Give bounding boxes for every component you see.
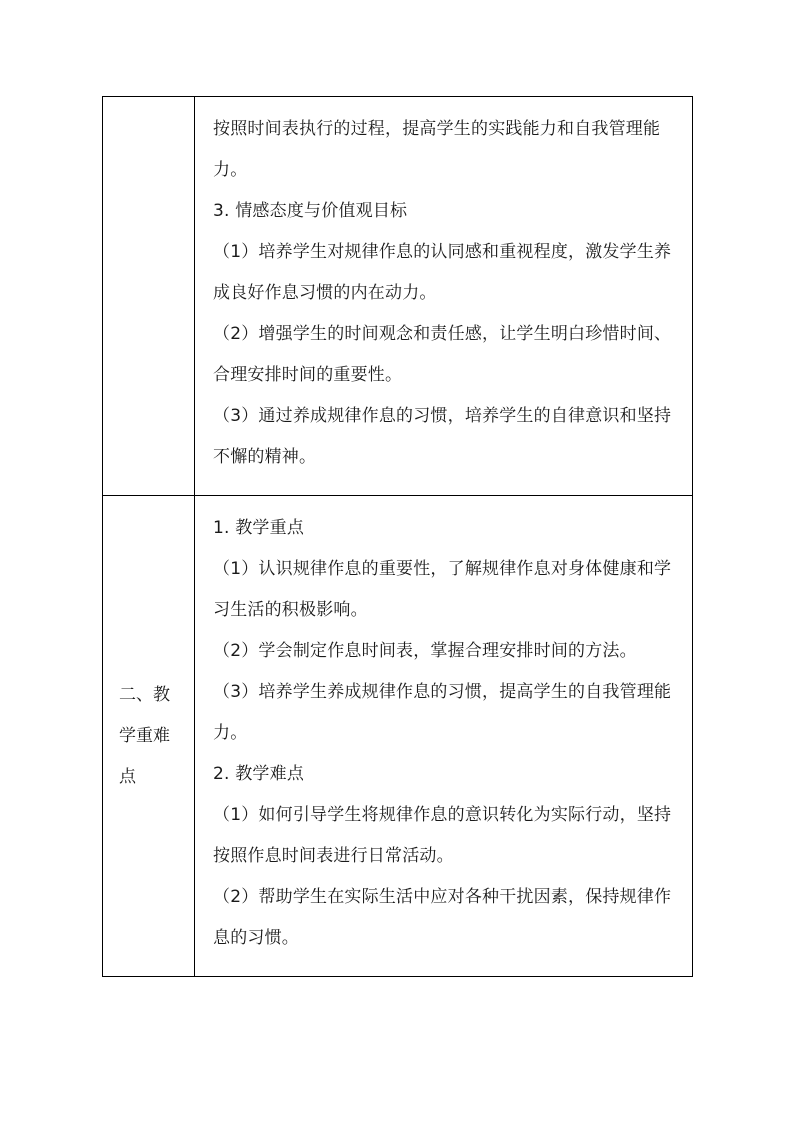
- row1-paragraph: 按照时间表执行的过程，提高学生的实践能力和自我管理能力。: [213, 119, 661, 180]
- row2-paragraph: 1. 教学重点: [213, 518, 305, 538]
- row2-paragraph: （3）培养学生养成规律作息的习惯，提高学生的自我管理能力。: [213, 682, 672, 743]
- row1-paragraph: 3. 情感态度与价值观目标: [213, 201, 408, 221]
- lesson-plan-table: [102, 96, 693, 977]
- row2-paragraph: （2）学会制定作息时间表，掌握合理安排时间的方法。: [213, 641, 637, 661]
- section-title: 二、教学重难点: [119, 684, 170, 787]
- row1-content-cell: [195, 97, 693, 496]
- row2-content-cell: [195, 496, 693, 977]
- row2-label-cell: [103, 496, 195, 977]
- row1-label-cell: [103, 97, 195, 496]
- row1-paragraph: （1）培养学生对规律作息的认同感和重视程度，激发学生养成良好作息习惯的内在动力。: [213, 242, 672, 303]
- row2-paragraph: （1）如何引导学生将规律作息的意识转化为实际行动，坚持按照作息时间表进行日常活动。: [213, 805, 672, 866]
- row2-paragraph: （2）帮助学生在实际生活中应对各种干扰因素，保持规律作息的习惯。: [213, 887, 672, 948]
- row1-paragraph: （3）通过养成规律作息的习惯，培养学生的自律意识和坚持不懈的精神。: [213, 406, 672, 467]
- row1-paragraph: （2）增强学生的时间观念和责任感，让学生明白珍惜时间、合理安排时间的重要性。: [213, 324, 672, 385]
- table-row-objectives: [103, 97, 693, 496]
- row2-paragraph: 2. 教学难点: [213, 764, 305, 784]
- row2-paragraph: （1）认识规律作息的重要性，了解规律作息对身体健康和学习生活的积极影响。: [213, 559, 672, 620]
- table-row-key-difficult-points: [103, 496, 693, 977]
